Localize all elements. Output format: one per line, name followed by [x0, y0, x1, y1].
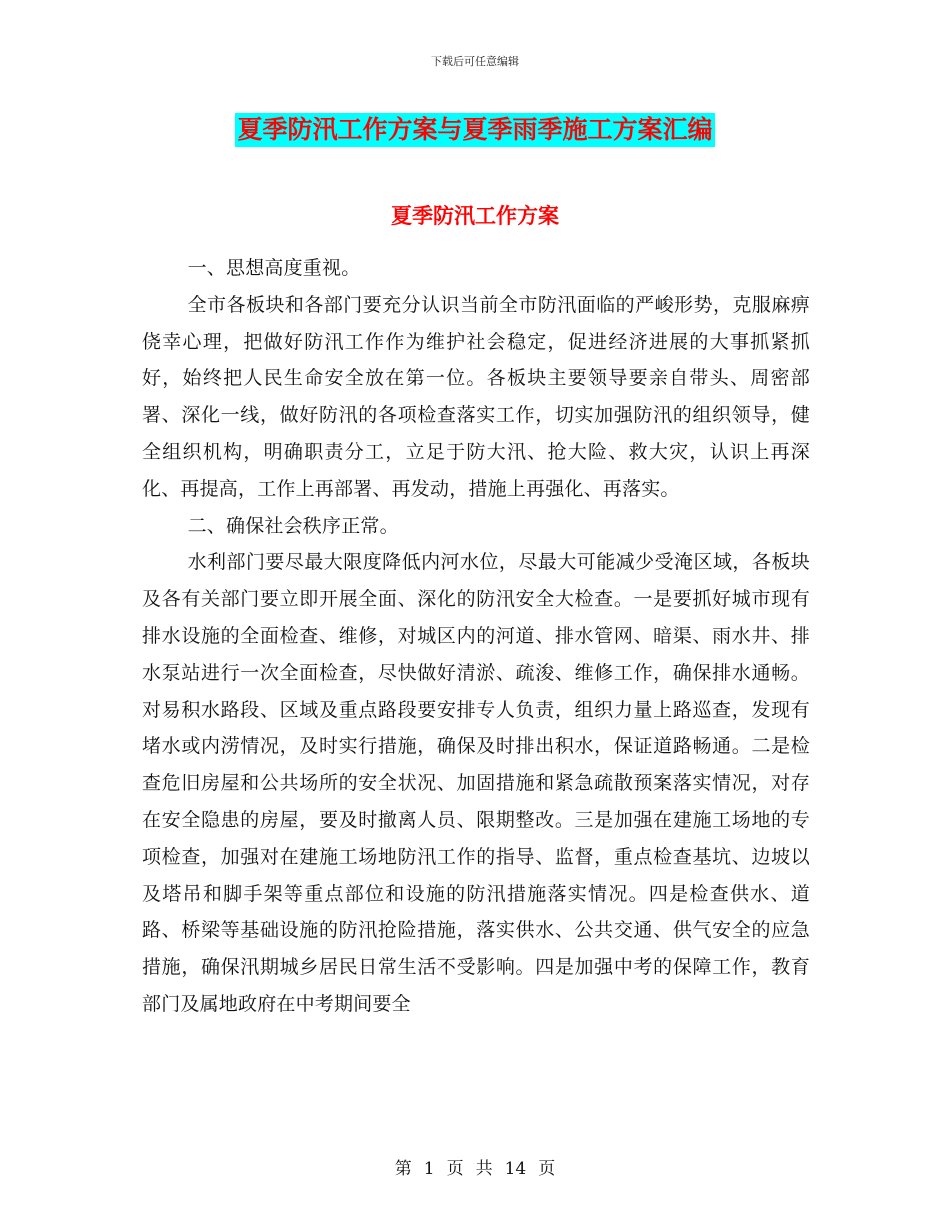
page-label-total-prefix: 共: [475, 1159, 493, 1179]
main-title: 夏季防汛工作方案与夏季雨季施工方案汇编: [235, 113, 714, 147]
page-current-number: 1: [423, 1159, 435, 1179]
section-title: 夏季防汛工作方案: [391, 204, 559, 228]
page-footer: [0, 1154, 950, 1179]
document-body: [142, 250, 810, 1023]
page-label-mid: 页: [446, 1159, 464, 1179]
page-header-note: 下载后可任意编辑: [431, 55, 519, 68]
page-label-suffix: 页: [538, 1159, 556, 1179]
paragraph: 水利部门要尽最大限度降低内河水位，尽最大可能减少受淹区域，各板块及各有关部门要立即开展全面、深化的防汛安全大检查。一是要抓好城市现有排水设施的全面检查、维修，对城区内的河道、排水管网、暗渠、雨水井、排水泵站进行一次全面检查，尽快做好清淤、疏浚、维修工作，确保排水通畅。对易积水路段、区域及重点路段要安排专人负责，组织力量上路巡查，发现有堵水或内涝情况，及时实行措施，确保及时排出积水，保证道路畅通。二是检查危旧房屋和公共场所的安全状况、加固措施和紧急疏散预案落实情况，对存在安全隐患的房屋，要及时撤离人员、限期整改。三是加强在建施工场地的专项检查，加强对在建施工场地防汛工作的指导、监督，重点检查基坑、边坡以及塔吊和脚手架等重点部位和设施的防汛措施落实情况。四是检查供水、道路、桥梁等基础设施的防汛抢险措施，落实供水、公共交通、供气安全的应急措施，确保汛期城乡居民日常生活不受影响。四是加强中考的保障工作，教育部门及属地政府在中考期间要全: [142, 551, 810, 1015]
main-title-container: [0, 113, 950, 147]
paragraph-heading-1: 一、思想高度重视。: [187, 257, 361, 279]
paragraph: 全市各板块和各部门要充分认识当前全市防汛面临的严峻形势，克服麻痹侥幸心理，把做好防汛工作作为维护社会稳定，促进经济进展的大事抓紧抓好，始终把人民生命安全放在第一位。各板块主要领导要亲自带头、周密部署、深化一线，做好防汛的各项检查落实工作，切实加强防汛的组织领导，健全组织机构，明确职责分工，立足于防大汛、抢大险、救大灾，认识上再深化、再提高，工作上再部署、再发动，措施上再强化、再落实。: [142, 293, 810, 500]
page-total-number: 14: [504, 1159, 527, 1179]
paragraph-heading-2: 二、确保社会秩序正常。: [187, 514, 399, 537]
page-label-prefix: 第: [394, 1159, 412, 1179]
